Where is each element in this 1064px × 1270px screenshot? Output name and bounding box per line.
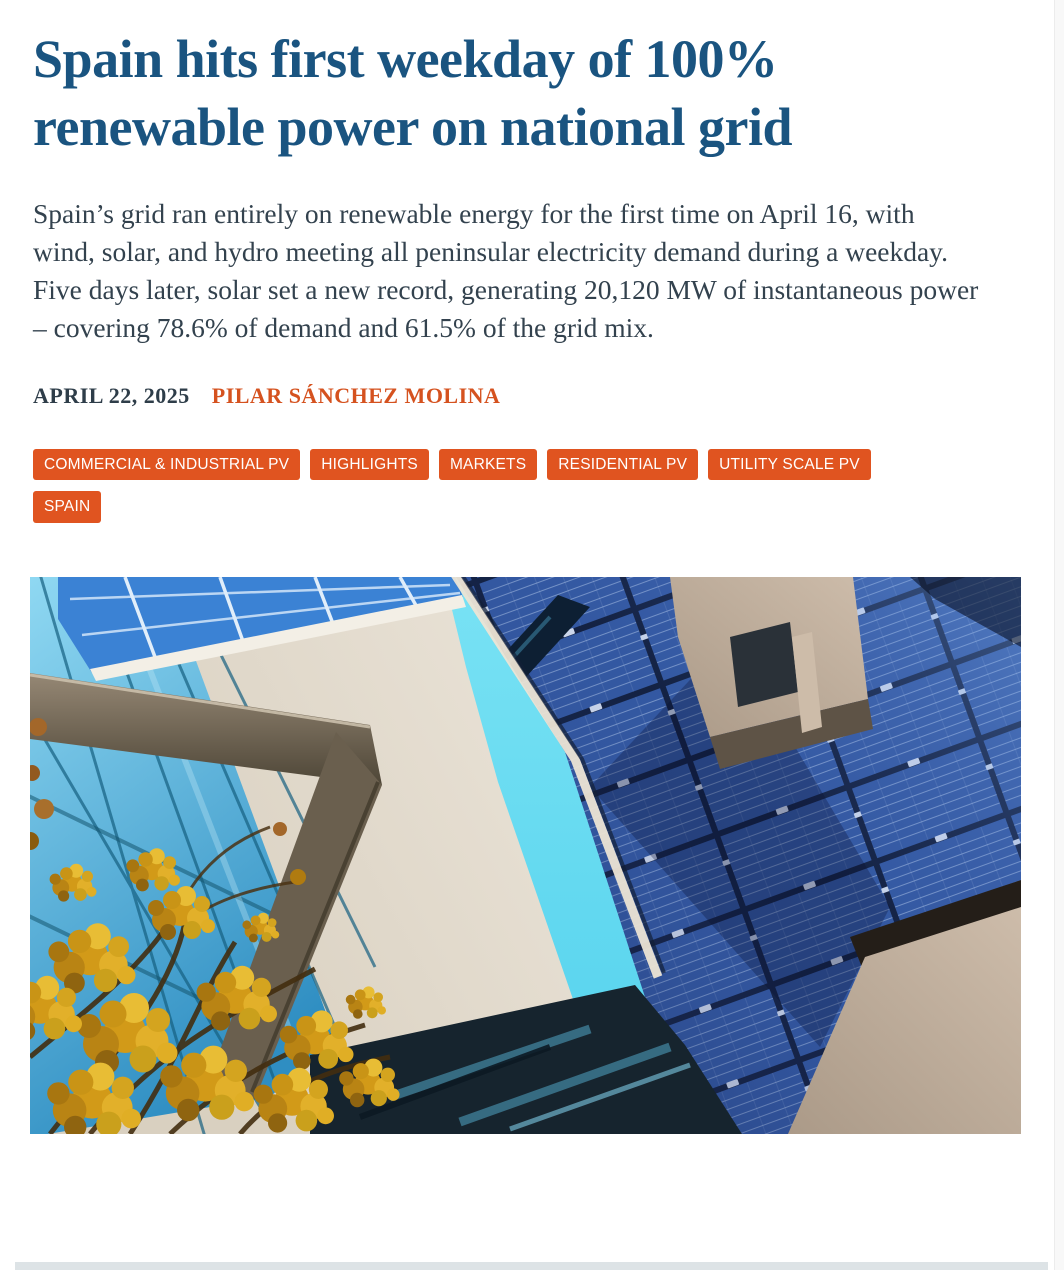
tag-utility-scale-pv[interactable]: UTILITY SCALE PV (708, 449, 871, 481)
scrollbar[interactable] (1054, 0, 1064, 1270)
page-title: Spain hits first weekday of 100% renewable power on national grid (33, 29, 793, 157)
tag-markets[interactable]: MARKETS (439, 449, 537, 481)
solar-facade-illustration (30, 577, 1021, 1134)
tag-highlights[interactable]: HIGHLIGHTS (310, 449, 429, 481)
article-meta (33, 383, 1024, 409)
section-divider (15, 1262, 1048, 1270)
article-lede: Spain’s grid ran entirely on renewable energy for the first time on April 16, with wind, solar, and hydro meeting all peninsular electricity demand during a weekday. Five days later, solar set a new record, generating 20,120 MW of instantaneous power – covering 78.6% of demand and 61.5% of the grid mix. (33, 198, 979, 343)
author-link[interactable]: PILAR SÁNCHEZ MOLINA (211, 382, 501, 408)
article-photo (30, 577, 1021, 1134)
tag-spain[interactable]: SPAIN (33, 491, 101, 523)
tag-commercial-industrial-pv[interactable]: COMMERCIAL & INDUSTRIAL PV (33, 449, 300, 481)
tag-list (33, 449, 883, 523)
publish-date: APRIL 22, 2025 (33, 382, 190, 408)
tag-residential-pv[interactable]: RESIDENTIAL PV (547, 449, 698, 481)
